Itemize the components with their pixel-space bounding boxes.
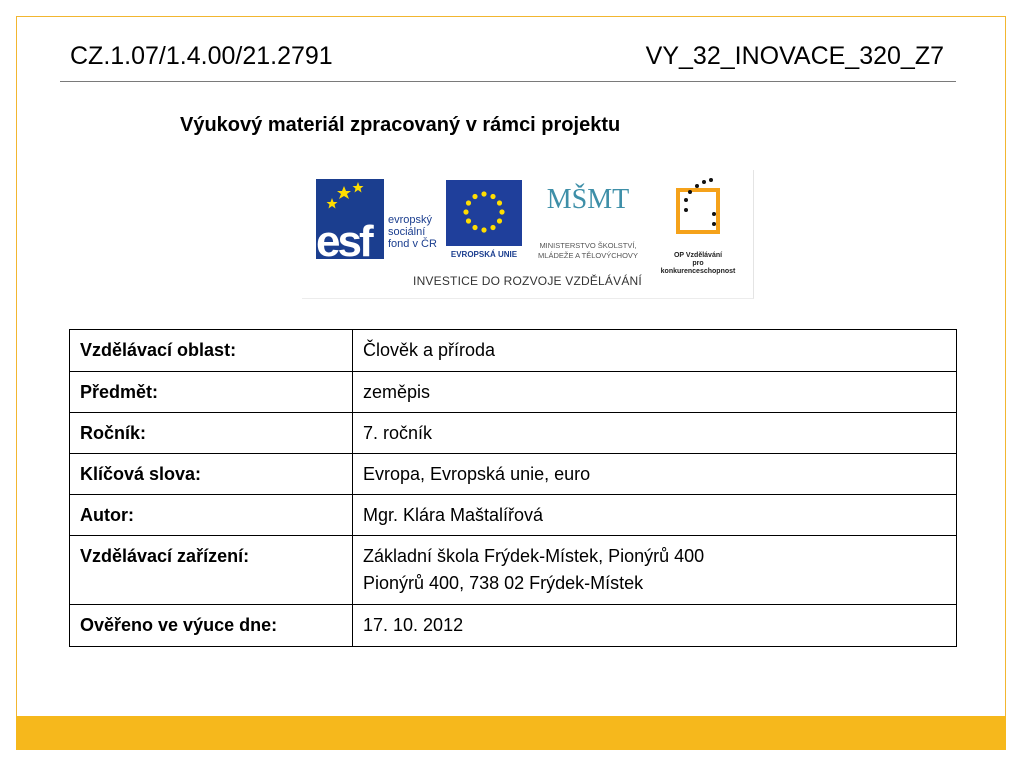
table-row <box>70 454 957 495</box>
row-value: zeměpis <box>353 372 957 413</box>
row-label: Autor: <box>70 495 353 536</box>
msmt-logo <box>547 184 629 215</box>
page-subtitle: Výukový materiál zpracovaný v rámci projektu <box>180 114 621 136</box>
eu-label: EVROPSKÁ UNIE <box>450 250 518 259</box>
svg-text:esf: esf <box>316 217 371 266</box>
row-label: Vzdělávací oblast: <box>70 330 353 372</box>
project-code: CZ.1.07/1.4.00/21.2791 <box>70 42 333 70</box>
row-value: Evropa, Evropská unie, euro <box>353 454 957 495</box>
eu-flag-logo <box>446 180 522 246</box>
row-label: Předmět: <box>70 372 353 413</box>
table-row <box>70 372 957 413</box>
row-value: Mgr. Klára Maštalířová <box>353 495 957 536</box>
esf-logo <box>316 179 384 266</box>
row-value: Člověk a příroda <box>353 330 957 372</box>
material-code: VY_32_INOVACE_320_Z7 <box>645 42 944 70</box>
esf-name: evropský sociální fond v ČR <box>388 214 437 250</box>
svg-text:MŠMT: MŠMT <box>546 184 630 215</box>
footer-bar <box>16 716 1006 750</box>
op-vzdelavani-logo <box>678 178 718 232</box>
table-row <box>70 330 957 372</box>
row-label: Klíčová slova: <box>70 454 353 495</box>
row-value: 7. ročník <box>353 413 957 454</box>
row-label: Vzdělávací zařízení: <box>70 536 353 605</box>
info-table <box>69 329 957 647</box>
row-value: 17. 10. 2012 <box>353 605 957 647</box>
op-name: OP Vzdělávání pro konkurenceschopnost <box>660 252 736 275</box>
logo-strip <box>302 170 754 299</box>
row-label: Ověřeno ve výuce dne: <box>70 605 353 647</box>
row-value: Základní škola Frýdek-Místek, Pionýrů 400 Pionýrů 400, 738 02 Frýdek-Místek <box>353 536 957 605</box>
msmt-name: MINISTERSTVO ŠKOLSTVÍ, MLÁDEŽE A TĚLOVÝCHOVY <box>538 241 638 260</box>
header-row <box>60 42 956 74</box>
table-row <box>70 605 957 647</box>
table-row <box>70 495 957 536</box>
logo-caption: INVESTICE DO ROZVOJE VZDĚLÁVÁNÍ <box>413 274 642 288</box>
row-label: Ročník: <box>70 413 353 454</box>
header-divider <box>60 81 956 82</box>
table-row <box>70 413 957 454</box>
table-row <box>70 536 957 605</box>
